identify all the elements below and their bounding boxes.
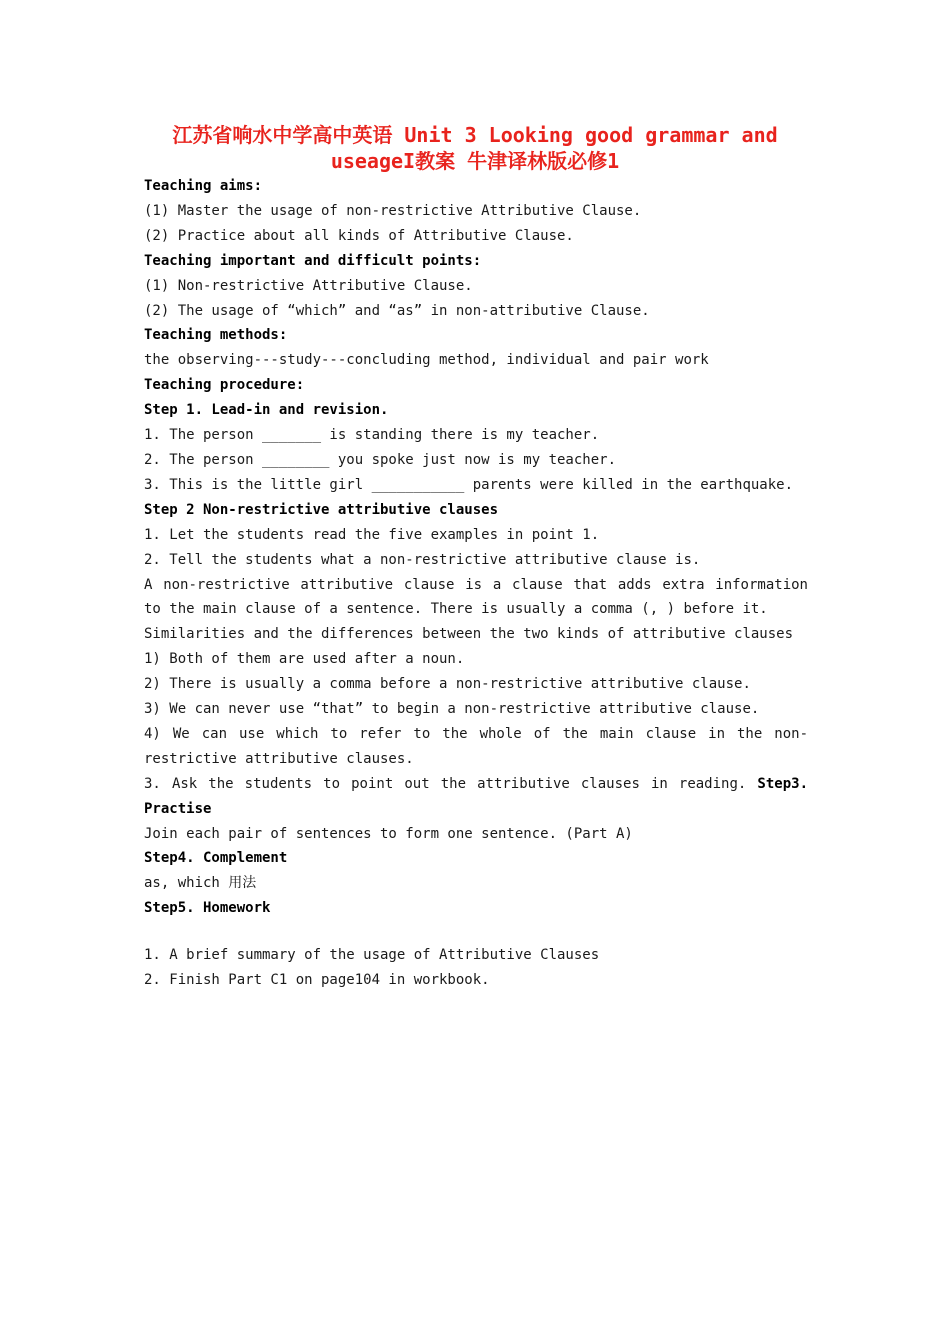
- similarity-item: 4) We can use which to refer to the whole of the main clause in the non-restrictive attributive clauses.: [144, 725, 808, 767]
- step2-item: 1. Let the students read the five examples in point 1.: [144, 526, 600, 543]
- document-body: [144, 174, 808, 993]
- spacer: [144, 921, 808, 943]
- step2-item-3-text: 3. Ask the students to point out the attributive clauses in reading.: [144, 775, 758, 792]
- similarity-item: 2) There is usually a comma before a non-restrictive attributive clause.: [144, 676, 751, 693]
- step1-item: 2. The person ________ you spoke just now is my teacher.: [144, 451, 617, 468]
- point-item: (2) The usage of “which” and “as” in non-attributive Clause.: [144, 302, 650, 319]
- step5-heading: Step5. Homework: [144, 900, 271, 917]
- similarities-heading: Similarities and the differences between the two kinds of attributive clauses: [144, 626, 794, 643]
- similarity-item: 3) We can never use “that” to begin a non-restrictive attributive clause.: [144, 701, 760, 718]
- definition-paragraph: A non-restrictive attributive clause is a clause that adds extra information to the main clause of a sentence. There is usually a comma (, ) before it.: [144, 576, 808, 618]
- document-title: [100, 122, 850, 174]
- procedure-heading: Teaching procedure:: [144, 377, 305, 394]
- aim-item: (2) Practice about all kinds of Attributive Clause.: [144, 227, 574, 244]
- aim-item: (1) Master the usage of non-restrictive Attributive Clause.: [144, 202, 642, 219]
- step3-heading: Step3. Practise: [144, 775, 808, 817]
- step4-text: as, which 用法: [144, 875, 257, 892]
- similarity-item: 1) Both of them are used after a noun.: [144, 651, 465, 668]
- step1-item: 3. This is the little girl ___________ parents were killed in the earthquake.: [144, 476, 794, 493]
- step2-heading: Step 2 Non-restrictive attributive clauses: [144, 501, 499, 518]
- aims-heading: Teaching aims:: [144, 178, 263, 194]
- step4-heading: Step4. Complement: [144, 850, 288, 867]
- points-heading: Teaching important and difficult points:: [144, 252, 482, 269]
- homework-item: 2. Finish Part C1 on page104 in workbook.: [144, 972, 490, 989]
- methods-heading: Teaching methods:: [144, 327, 288, 344]
- methods-text: the observing---study---concluding method, individual and pair work: [144, 352, 709, 369]
- step2-item-3: [144, 772, 808, 822]
- step2-item: 2. Tell the students what a non-restrictive attributive clause is.: [144, 551, 701, 568]
- homework-item: 1. A brief summary of the usage of Attributive Clauses: [144, 947, 600, 964]
- step1-item: 1. The person _______ is standing there is my teacher.: [144, 427, 600, 444]
- point-item: (1) Non-restrictive Attributive Clause.: [144, 277, 473, 294]
- step1-heading: Step 1. Lead-in and revision.: [144, 402, 389, 419]
- title-line-2: useageI教案 牛津译林版必修1: [330, 149, 620, 173]
- title-line-1: 江苏省响水中学高中英语 Unit 3 Looking good grammar and: [172, 123, 778, 147]
- step3-text: Join each pair of sentences to form one sentence. (Part A): [144, 825, 633, 842]
